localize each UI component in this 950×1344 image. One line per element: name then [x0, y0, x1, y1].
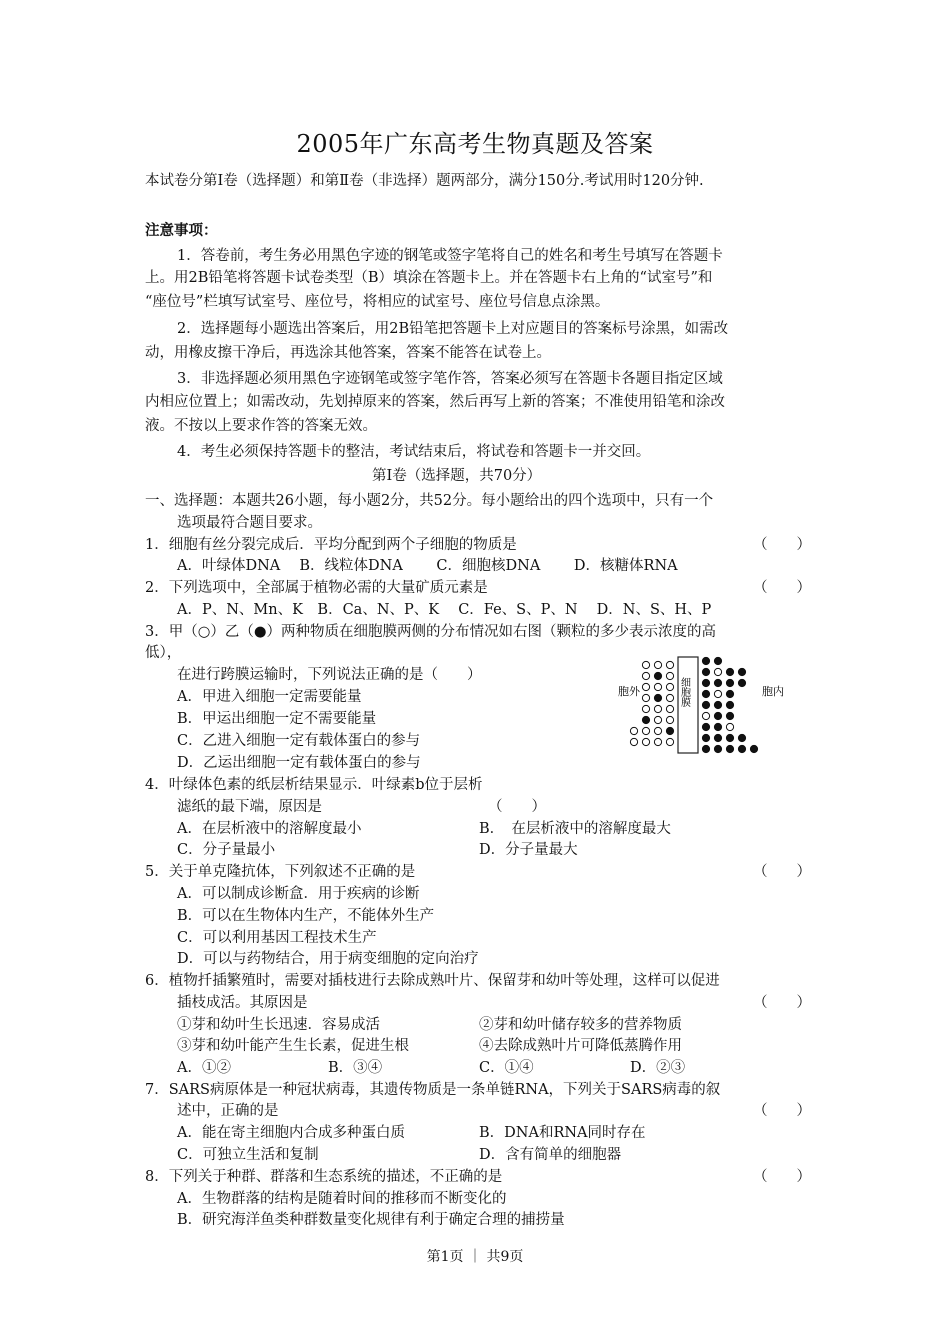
- question-2-options: A．P、N、Mn、K B．Ca、N、P、K C．Fe、S、P、N D．N、S、H、P: [177, 602, 712, 618]
- question-1-options: A．叶绿体DNA B．线粒体DNA C．细胞核DNA D．核糖体RNA: [177, 558, 678, 574]
- filled-particle: [702, 701, 709, 708]
- answer-paren: （ ）: [753, 864, 811, 880]
- filled-particle: [726, 734, 733, 741]
- page-footer: 第1页 ｜ 共9页: [426, 1249, 524, 1265]
- filled-particle: [750, 745, 757, 752]
- filled-particle: [702, 734, 709, 741]
- question-4-option-c: C．分子量最小: [177, 842, 276, 858]
- question-4-option-b: B． 在层析液中的溶解度最大: [479, 821, 671, 837]
- filled-particle: [714, 657, 721, 664]
- open-particle: [642, 727, 649, 734]
- question-6-option-d: D．②③: [630, 1060, 686, 1076]
- question-7-stem: 述中，正确的是: [177, 1103, 279, 1119]
- filled-particle: [738, 679, 745, 686]
- question-7-stem: 7．SARS病原体是一种冠状病毒，其遗传物质是一条单链RNA，下列关于SARS病毒的叙: [145, 1082, 721, 1098]
- filled-particle: [702, 690, 709, 697]
- filled-particle: [654, 694, 661, 701]
- open-particle: [642, 661, 649, 668]
- filled-particle: [654, 672, 661, 679]
- question-8-option-a: A．生物群落的结构是随着时间的推移而不断变化的: [177, 1191, 507, 1207]
- open-particle: [666, 661, 673, 668]
- fig-label-inside: 胞内: [762, 685, 784, 698]
- filled-particle: [726, 668, 733, 675]
- question-3-option-b: B．甲运出细胞一定不需要能量: [177, 711, 377, 727]
- fig-label-outside-1: 胞外: [618, 685, 640, 698]
- question-7-option-d: D．含有简单的细胞器: [479, 1147, 622, 1163]
- answer-paren: （ ）: [753, 1103, 811, 1119]
- question-5-option-c: C．可以利用基因工程技术生产: [177, 930, 377, 946]
- notice-heading: 注意事项：: [145, 222, 218, 239]
- notice-line: “座位号”栏填写试室号、座位号，将相应的试室号、座位号信息点涂黑。: [145, 294, 610, 310]
- open-particle: [654, 683, 661, 690]
- question-5-option-d: D．可以与药物结合，用于病变细胞的定向治疗: [177, 951, 479, 967]
- fig-label-membrane: 细胞膜: [678, 677, 690, 707]
- open-particle: [642, 738, 649, 745]
- inside-particles: [702, 657, 757, 752]
- open-particle: [726, 723, 733, 730]
- question-8-option-b: B．研究海洋鱼类种群数量变化规律有利于确定合理的捕捞量: [177, 1212, 565, 1228]
- open-particle: [654, 738, 661, 745]
- filled-particle: [738, 745, 745, 752]
- notice-line: 液。不按以上要求作答的答案无效。: [145, 418, 377, 434]
- filled-particle: [726, 690, 733, 697]
- filled-particle: [702, 679, 709, 686]
- open-particle: [642, 694, 649, 701]
- filled-particle: [726, 679, 733, 686]
- question-5-option-b: B．可以在生物体内生产，不能体外生产: [177, 908, 435, 924]
- open-particle: [654, 705, 661, 712]
- answer-paren: （ ）: [753, 995, 811, 1011]
- question-6-option-a: A．①②: [177, 1060, 231, 1076]
- open-particle: [630, 738, 637, 745]
- open-particle: [666, 683, 673, 690]
- question-8-stem: 8．下列关于种群、群落和生态系统的描述，不正确的是: [145, 1169, 503, 1185]
- outside-particles: [630, 661, 673, 745]
- answer-paren: （ ）: [753, 1169, 811, 1185]
- filled-particle: [702, 657, 709, 664]
- filled-particle: [714, 745, 721, 752]
- answer-paren: （ ）: [488, 799, 546, 815]
- open-particle: [642, 683, 649, 690]
- membrane-diagram: [610, 655, 795, 755]
- filled-particle: [738, 668, 745, 675]
- notice-line: 上。用2B铅笔将答题卡试卷类型（B）填涂在答题卡上。并在答题卡右上角的“试室号”和: [145, 270, 713, 286]
- open-particle: [702, 712, 709, 719]
- question-3-stem: 在进行跨膜运输时，下列说法正确的是（ ）: [177, 667, 482, 683]
- filled-particle: [702, 668, 709, 675]
- open-particle: [666, 738, 673, 745]
- filled-particle: [714, 701, 721, 708]
- open-particle: [666, 694, 673, 701]
- filled-particle: [714, 734, 721, 741]
- notice-line: 动，用橡皮擦干净后，再选涂其他答案，答案不能答在试卷上。: [145, 345, 551, 361]
- section-title: 第Ⅰ卷（选择题，共70分）: [372, 468, 542, 484]
- filled-particle: [714, 723, 721, 730]
- answer-paren: （ ）: [753, 580, 811, 596]
- question-5-stem: 5．关于单克隆抗体，下列叙述不正确的是: [145, 864, 416, 880]
- intro-text: 本试卷分第Ⅰ卷（选择题）和第Ⅱ卷（非选择）题两部分，满分150分.考试用时120分钟.: [145, 173, 704, 189]
- question-5-option-a: A．可以制成诊断盒．用于疾病的诊断: [177, 886, 420, 902]
- filled-particle: [738, 734, 745, 741]
- question-3-option-a: A．甲进入细胞一定需要能量: [177, 689, 362, 705]
- question-1-stem: 1．细胞有丝分裂完成后．平均分配到两个子细胞的物质是: [145, 537, 517, 553]
- filled-particle: [726, 701, 733, 708]
- open-particle: [666, 705, 673, 712]
- filled-particle: [702, 745, 709, 752]
- open-particle: [666, 672, 673, 679]
- open-particle: [666, 716, 673, 723]
- open-particle: [654, 727, 661, 734]
- question-6-statement-3: ③芽和幼叶能产生生长素，促进生根: [177, 1038, 409, 1054]
- question-6-stem: 6．植物扦插繁殖时，需要对插枝进行去除成熟叶片、保留芽和幼叶等处理，这样可以促进: [145, 973, 720, 989]
- filled-particle: [714, 712, 721, 719]
- question-6-statement-4: ④去除成熟叶片可降低蒸腾作用: [479, 1038, 682, 1054]
- question-7-option-a: A．能在寄主细胞内合成多种蛋白质: [177, 1125, 405, 1141]
- question-6-option-c: C．①④: [479, 1060, 534, 1076]
- answer-paren: （ ）: [753, 537, 811, 553]
- filled-particle: [714, 679, 721, 686]
- filled-particle: [726, 712, 733, 719]
- open-particle: [642, 705, 649, 712]
- open-particle: [654, 661, 661, 668]
- open-particle: [642, 672, 649, 679]
- notice-line: 3．非选择题必须用黑色字迹钢笔或签字笔作答，答案必须写在答题卡各题目指定区域: [177, 371, 723, 387]
- filled-particle: [702, 723, 709, 730]
- notice-line: 4．考生必须保持答题卡的整洁，考试结束后，将试卷和答题卡一并交回。: [177, 444, 651, 460]
- question-3-option-d: D．乙运出细胞一定有载体蛋白的参与: [177, 755, 421, 771]
- question-4-option-a: A．在层析液中的溶解度最小: [177, 821, 362, 837]
- page-title: 2005年广东高考生物真题及答案: [296, 130, 654, 158]
- filled-particle: [666, 727, 673, 734]
- question-6-stem: 插枝成活。其原因是: [177, 995, 308, 1011]
- open-particle: [714, 690, 721, 697]
- question-7-option-b: B．DNA和RNA同时存在: [479, 1125, 646, 1141]
- question-4-option-d: D．分子量最大: [479, 842, 578, 858]
- question-6-statement-2: ②芽和幼叶储存较多的营养物质: [479, 1017, 682, 1033]
- question-4-stem: 滤纸的最下端，原因是: [177, 799, 322, 815]
- open-particle: [654, 716, 661, 723]
- filled-particle: [642, 716, 649, 723]
- question-3-option-c: C．乙进入细胞一定有载体蛋白的参与: [177, 733, 421, 749]
- notice-line: 内相应位置上；如需改动，先划掉原来的答案，然后再写上新的答案；不准使用铅笔和涂改: [145, 394, 725, 410]
- question-3-stem: 低），: [145, 645, 182, 661]
- question-6-option-b: B．③④: [328, 1060, 383, 1076]
- question-2-stem: 2．下列选项中，全部属于植物必需的大量矿质元素是: [145, 580, 488, 596]
- question-7-option-c: C．可独立生活和复制: [177, 1147, 319, 1163]
- section-description: 一、选择题：本题共26小题，每小题2分，共52分。每小题给出的四个选项中，只有一个: [145, 493, 714, 509]
- question-4-stem: 4．叶绿体色素的纸层析结果显示．叶绿素b位于层析: [145, 777, 483, 793]
- question-6-statement-1: ①芽和幼叶生长迅速．容易成活: [177, 1017, 380, 1033]
- question-3-stem: 3．甲（○）乙（●）两种物质在细胞膜两侧的分布情况如右图（颗粒的多少表示浓度的高: [145, 624, 717, 640]
- notice-line: 1．答卷前，考生务必用黑色字迹的钢笔或签字笔将自己的姓名和考生号填写在答题卡: [177, 248, 723, 264]
- open-particle: [630, 727, 637, 734]
- section-description: 选项最符合题目要求。: [177, 515, 322, 531]
- open-particle: [714, 668, 721, 675]
- notice-line: 2．选择题每小题选出答案后，用2B铅笔把答题卡上对应题目的答案标号涂黑，如需改: [177, 321, 729, 337]
- filled-particle: [726, 745, 733, 752]
